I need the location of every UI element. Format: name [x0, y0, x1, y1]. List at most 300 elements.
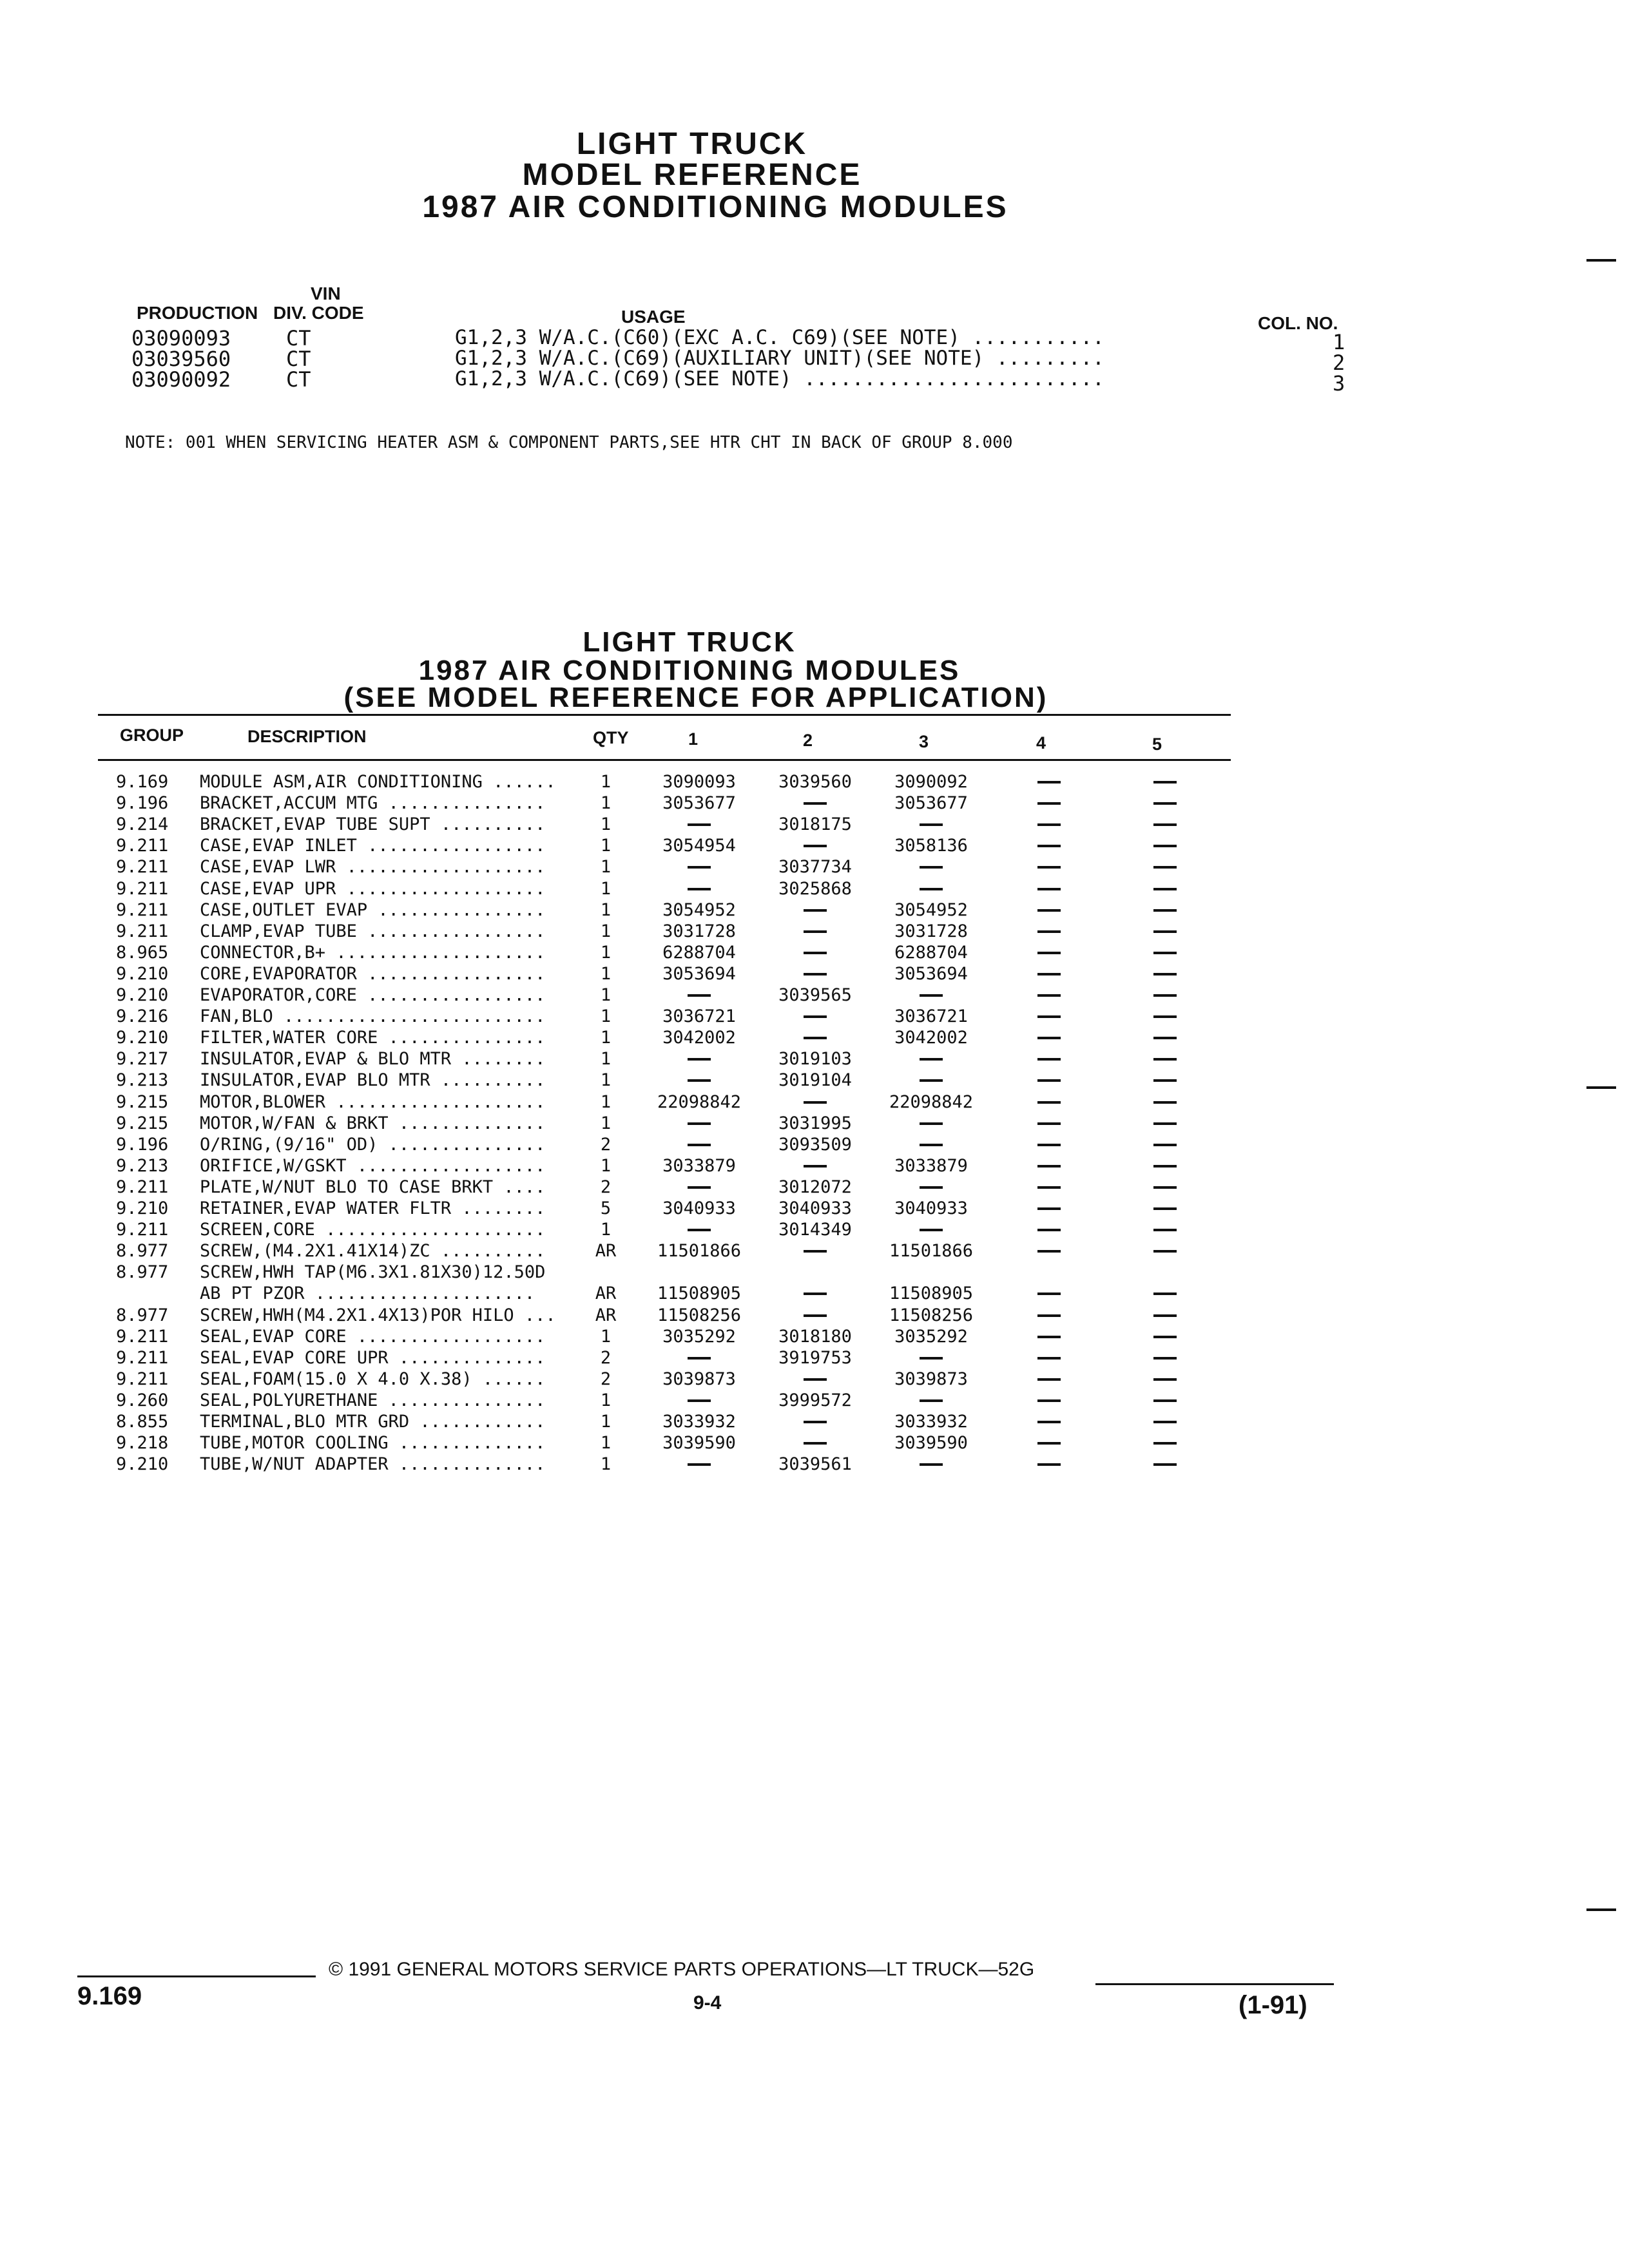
- description-cell: BRACKET,ACCUM MTG ...............: [200, 793, 546, 813]
- table-row: [0, 772, 1629, 793]
- part-number-c1: 11508905: [657, 1283, 742, 1303]
- not-applicable-dash: [1037, 1122, 1061, 1125]
- not-applicable-dash: [804, 1378, 827, 1381]
- description-cell: SCREW,HWH TAP(M6.3X1.81X30)12.50D: [200, 1262, 546, 1282]
- not-applicable-dash: [804, 930, 827, 933]
- not-applicable-dash: [1153, 1250, 1177, 1253]
- not-applicable-dash: [920, 994, 943, 997]
- part-number-c2: 3919753: [778, 1348, 852, 1368]
- description-cell: AB PT PZOR .....................: [200, 1283, 535, 1303]
- col-no-header: COL. NO.: [1258, 313, 1338, 333]
- not-applicable-dash: [804, 1314, 827, 1317]
- description-cell: RETAINER,EVAP WATER FLTR ........: [200, 1198, 546, 1218]
- note-text: NOTE: 001 WHEN SERVICING HEATER ASM & COMPONENT PARTS,SEE HTR CHT IN BACK OF GROUP 8.000: [125, 433, 1013, 452]
- qty-cell: 1: [600, 1412, 612, 1432]
- not-applicable-dash: [1153, 1207, 1177, 1210]
- not-applicable-dash: [804, 1015, 827, 1018]
- not-applicable-dash: [1153, 1229, 1177, 1231]
- not-applicable-dash: [1037, 973, 1061, 975]
- table-row: [0, 1113, 1629, 1135]
- qty-cell: 1: [600, 857, 612, 877]
- part-number-c2: 3018175: [778, 814, 852, 834]
- qty-cell: 1: [600, 1220, 612, 1240]
- not-applicable-dash: [804, 1421, 827, 1423]
- not-applicable-dash: [1153, 1421, 1177, 1423]
- table-row: [0, 900, 1629, 921]
- not-applicable-dash: [688, 1186, 711, 1189]
- not-applicable-dash: [1037, 1314, 1061, 1317]
- qty-cell: 1: [600, 772, 612, 792]
- not-applicable-dash: [1153, 781, 1177, 783]
- part-number-c1: 3033879: [662, 1156, 736, 1176]
- group-cell: 9.213: [116, 1156, 169, 1176]
- part-number-c2: 3031995: [778, 1113, 852, 1133]
- part-number-c2: 3025868: [778, 879, 852, 899]
- qty-cell: 5: [600, 1198, 612, 1218]
- part-number-c3: 3040933: [894, 1198, 968, 1218]
- part-number-c2: 3019104: [778, 1070, 852, 1090]
- part-number-c3: 11508256: [889, 1305, 974, 1325]
- group-cell: 9.196: [116, 1135, 169, 1155]
- title-rule: [98, 714, 1231, 716]
- qty-cell: AR: [595, 1305, 617, 1325]
- table-row: [0, 1049, 1629, 1070]
- usage-text: G1,2,3 W/A.C.(C69)(SEE NOTE) .........................: [455, 367, 1104, 390]
- qty-cell: AR: [595, 1283, 617, 1303]
- description-cell: MOTOR,BLOWER ....................: [200, 1092, 546, 1112]
- not-applicable-dash: [804, 1442, 827, 1445]
- table-row: [0, 1198, 1629, 1220]
- table-row: [0, 1369, 1629, 1390]
- table-row: [0, 1262, 1629, 1283]
- group-cell: 9.210: [116, 1198, 169, 1218]
- part-number-c1: 3054954: [662, 836, 736, 856]
- description-cell: INSULATOR,EVAP & BLO MTR ........: [200, 1049, 546, 1069]
- description-cell: SCREW,HWH(M4.2X1.4X13)POR HILO ...: [200, 1305, 556, 1325]
- group-cell: 9.211: [116, 1348, 169, 1368]
- qty-cell: AR: [595, 1241, 617, 1261]
- qty-cell: 1: [600, 1092, 612, 1112]
- not-applicable-dash: [804, 1037, 827, 1039]
- not-applicable-dash: [920, 1463, 943, 1466]
- not-applicable-dash: [1037, 1250, 1061, 1253]
- table-row: [0, 1283, 1629, 1305]
- not-applicable-dash: [1037, 823, 1061, 826]
- not-applicable-dash: [1153, 973, 1177, 975]
- table-row: [0, 857, 1629, 878]
- part-number-c1: 3040933: [662, 1198, 736, 1218]
- not-applicable-dash: [1037, 1207, 1061, 1210]
- not-applicable-dash: [688, 1058, 711, 1061]
- not-applicable-dash: [688, 866, 711, 869]
- div-code-header: DIV. CODE: [273, 303, 364, 323]
- group-cell: 8.977: [116, 1241, 169, 1261]
- part-number-c2: 3014349: [778, 1220, 852, 1240]
- part-number-c3: 3031728: [894, 921, 968, 941]
- group-cell: 9.211: [116, 879, 169, 899]
- part-number-c3: 11508905: [889, 1283, 974, 1303]
- col-number: 1: [1333, 330, 1345, 354]
- not-applicable-dash: [920, 1186, 943, 1189]
- part-number-c1: 11508256: [657, 1305, 742, 1325]
- col-number: 3: [1333, 371, 1345, 396]
- table-row: [0, 814, 1629, 836]
- part-number-c2: 3018180: [778, 1327, 852, 1347]
- group-cell: 9.210: [116, 985, 169, 1005]
- table-row: [0, 1241, 1629, 1262]
- table-row: [0, 836, 1629, 857]
- part-number-c2: 3039560: [778, 772, 852, 792]
- part-number-c1: 3042002: [662, 1028, 736, 1048]
- production-number: 03090093: [131, 326, 231, 351]
- part-number-c3: 6288704: [894, 943, 968, 963]
- group-cell: 8.977: [116, 1305, 169, 1325]
- part-number-c1: 3090093: [662, 772, 736, 792]
- table-row: [0, 1177, 1629, 1198]
- not-applicable-dash: [1153, 930, 1177, 933]
- qty-cell: 1: [600, 814, 612, 834]
- description-cell: CASE,EVAP UPR ...................: [200, 879, 546, 899]
- table-row: [0, 1327, 1629, 1348]
- part-number-c3: 22098842: [889, 1092, 974, 1112]
- table-row: [0, 1454, 1629, 1475]
- not-applicable-dash: [1037, 802, 1061, 805]
- not-applicable-dash: [1037, 952, 1061, 954]
- reference-title-line-3: 1987 AIR CONDITIONING MODULES: [422, 190, 1008, 224]
- not-applicable-dash: [1153, 1186, 1177, 1189]
- footer-group-number: 9.169: [77, 1982, 142, 2010]
- not-applicable-dash: [1153, 1293, 1177, 1295]
- description-cell: CASE,OUTLET EVAP ................: [200, 900, 546, 920]
- not-applicable-dash: [1153, 1015, 1177, 1018]
- not-applicable-dash: [1153, 1037, 1177, 1039]
- div-code: CT: [286, 347, 311, 371]
- qty-cell: 1: [600, 1113, 612, 1133]
- qty-cell: 2: [600, 1348, 612, 1368]
- table-row: [0, 1156, 1629, 1177]
- not-applicable-dash: [1037, 909, 1061, 912]
- not-applicable-dash: [1037, 1058, 1061, 1061]
- col-3-header: 3: [919, 732, 929, 751]
- qty-cell: 1: [600, 793, 612, 813]
- margin-mark: [1586, 259, 1616, 262]
- part-number-c1: 3054952: [662, 900, 736, 920]
- not-applicable-dash: [920, 1122, 943, 1125]
- group-cell: 9.211: [116, 1220, 169, 1240]
- not-applicable-dash: [1037, 866, 1061, 869]
- part-number-c1: 3053694: [662, 964, 736, 984]
- production-number: 03039560: [131, 347, 231, 371]
- not-applicable-dash: [920, 1399, 943, 1402]
- qty-cell: 1: [600, 1327, 612, 1347]
- not-applicable-dash: [1037, 1293, 1061, 1295]
- not-applicable-dash: [1153, 1336, 1177, 1338]
- part-number-c2: 3012072: [778, 1177, 852, 1197]
- not-applicable-dash: [1037, 994, 1061, 997]
- not-applicable-dash: [1037, 1144, 1061, 1146]
- group-cell: 9.214: [116, 814, 169, 834]
- description-cell: CONNECTOR,B+ ....................: [200, 943, 546, 963]
- qty-cell: 1: [600, 1156, 612, 1176]
- part-number-c3: 3090092: [894, 772, 968, 792]
- qty-cell: 1: [600, 836, 612, 856]
- col-number: 2: [1333, 351, 1345, 375]
- description-cell: FILTER,WATER CORE ...............: [200, 1028, 546, 1048]
- description-cell: SEAL,POLYURETHANE ...............: [200, 1390, 546, 1410]
- description-cell: BRACKET,EVAP TUBE SUPT ..........: [200, 814, 546, 834]
- col-2-header: 2: [803, 731, 813, 750]
- description-cell: CASE,EVAP LWR ...................: [200, 857, 546, 877]
- description-cell: O/RING,(9/16" OD) ...............: [200, 1135, 546, 1155]
- description-cell: MOTOR,W/FAN & BRKT ..............: [200, 1113, 546, 1133]
- part-number-c3: 3054952: [894, 900, 968, 920]
- part-number-c1: 3036721: [662, 1006, 736, 1026]
- col-5-header: 5: [1152, 735, 1162, 754]
- not-applicable-dash: [1037, 1186, 1061, 1189]
- not-applicable-dash: [1153, 823, 1177, 826]
- reference-title-line-2: MODEL REFERENCE: [522, 158, 862, 192]
- not-applicable-dash: [1153, 1314, 1177, 1317]
- parts-title-line-3: (SEE MODEL REFERENCE FOR APPLICATION): [343, 682, 1048, 713]
- not-applicable-dash: [688, 1229, 711, 1231]
- group-cell: 9.215: [116, 1113, 169, 1133]
- not-applicable-dash: [920, 1079, 943, 1082]
- footer-rule-left: [77, 1975, 316, 1977]
- qty-cell: 2: [600, 1135, 612, 1155]
- description-cell: CLAMP,EVAP TUBE .................: [200, 921, 546, 941]
- not-applicable-dash: [688, 1079, 711, 1082]
- production-number: 03090092: [131, 367, 231, 392]
- not-applicable-dash: [688, 1357, 711, 1360]
- margin-mark: [1586, 1908, 1616, 1911]
- description-cell: SCREEN,CORE .....................: [200, 1220, 546, 1240]
- description-cell: CORE,EVAPORATOR .................: [200, 964, 546, 984]
- part-number-c1: 3039590: [662, 1433, 736, 1453]
- part-number-c1: 6288704: [662, 943, 736, 963]
- group-cell: 8.855: [116, 1412, 169, 1432]
- group-cell: 9.217: [116, 1049, 169, 1069]
- not-applicable-dash: [1037, 1037, 1061, 1039]
- part-number-c3: 3033932: [894, 1412, 968, 1432]
- description-cell: SCREW,(M4.2X1.41X14)ZC ..........: [200, 1241, 546, 1261]
- qty-cell: 1: [600, 921, 612, 941]
- not-applicable-dash: [1153, 909, 1177, 912]
- parts-title-line-1: LIGHT TRUCK: [583, 626, 796, 658]
- part-number-c2: 3040933: [778, 1198, 852, 1218]
- footer-copyright: © 1991 GENERAL MOTORS SERVICE PARTS OPERATIONS—LT TRUCK—52G: [329, 1959, 1035, 1980]
- group-cell: 9.210: [116, 964, 169, 984]
- group-cell: 9.218: [116, 1433, 169, 1453]
- description-cell: INSULATOR,EVAP BLO MTR ..........: [200, 1070, 546, 1090]
- col-1-header: 1: [688, 729, 699, 749]
- qty-cell: 1: [600, 879, 612, 899]
- part-number-c1: 11501866: [657, 1241, 742, 1261]
- part-number-c3: 3042002: [894, 1028, 968, 1048]
- group-cell: 9.216: [116, 1006, 169, 1026]
- not-applicable-dash: [688, 994, 711, 997]
- not-applicable-dash: [1037, 1101, 1061, 1104]
- not-applicable-dash: [1037, 1336, 1061, 1338]
- table-row: [0, 1412, 1629, 1433]
- group-cell: 9.260: [116, 1390, 169, 1410]
- not-applicable-dash: [1153, 1165, 1177, 1168]
- div-code: CT: [286, 326, 311, 351]
- description-cell: PLATE,W/NUT BLO TO CASE BRKT ....: [200, 1177, 546, 1197]
- table-row: [0, 1135, 1629, 1156]
- group-cell: 9.211: [116, 857, 169, 877]
- description-cell: TUBE,W/NUT ADAPTER ..............: [200, 1454, 546, 1474]
- part-number-c1: 22098842: [657, 1092, 742, 1112]
- not-applicable-dash: [920, 866, 943, 869]
- table-row: [0, 1070, 1629, 1091]
- qty-cell: 1: [600, 943, 612, 963]
- part-number-c2: 3039565: [778, 985, 852, 1005]
- not-applicable-dash: [1037, 1378, 1061, 1381]
- not-applicable-dash: [1037, 1165, 1061, 1168]
- description-cell: SEAL,EVAP CORE ..................: [200, 1327, 546, 1347]
- table-row: [0, 921, 1629, 943]
- part-number-c2: 3093509: [778, 1135, 852, 1155]
- group-cell: 9.211: [116, 1369, 169, 1389]
- not-applicable-dash: [1037, 1399, 1061, 1402]
- not-applicable-dash: [1153, 866, 1177, 869]
- not-applicable-dash: [1153, 1079, 1177, 1082]
- not-applicable-dash: [1153, 994, 1177, 997]
- table-row: [0, 1305, 1629, 1327]
- parts-title-line-2: 1987 AIR CONDITIONING MODULES: [418, 655, 961, 686]
- table-row: [0, 1006, 1629, 1028]
- qty-cell: 2: [600, 1177, 612, 1197]
- qty-cell: 1: [600, 1433, 612, 1453]
- description-header: DESCRIPTION: [247, 727, 367, 746]
- not-applicable-dash: [1153, 1357, 1177, 1360]
- qty-cell: 1: [600, 1006, 612, 1026]
- qty-cell: 1: [600, 1390, 612, 1410]
- reference-title-line-1: LIGHT TRUCK: [576, 127, 808, 161]
- table-row: [0, 793, 1629, 814]
- qty-cell: 1: [600, 1049, 612, 1069]
- table-row: [0, 879, 1629, 900]
- not-applicable-dash: [804, 909, 827, 912]
- not-applicable-dash: [1037, 1015, 1061, 1018]
- group-cell: 9.211: [116, 836, 169, 856]
- part-number-c1: 3035292: [662, 1327, 736, 1347]
- not-applicable-dash: [1153, 1378, 1177, 1381]
- not-applicable-dash: [688, 1399, 711, 1402]
- not-applicable-dash: [1037, 1421, 1061, 1423]
- footer-date-code: (1-91): [1239, 1991, 1307, 2019]
- not-applicable-dash: [804, 845, 827, 847]
- part-number-c1: 3053677: [662, 793, 736, 813]
- not-applicable-dash: [920, 888, 943, 890]
- table-row: [0, 1092, 1629, 1113]
- div-code: CT: [286, 367, 311, 392]
- qty-cell: 2: [600, 1369, 612, 1389]
- not-applicable-dash: [1153, 802, 1177, 805]
- not-applicable-dash: [688, 1122, 711, 1125]
- qty-header: QTY: [593, 728, 629, 747]
- not-applicable-dash: [1153, 1058, 1177, 1061]
- not-applicable-dash: [804, 973, 827, 975]
- margin-mark: [1586, 1086, 1616, 1089]
- not-applicable-dash: [688, 888, 711, 890]
- qty-cell: 1: [600, 964, 612, 984]
- part-number-c3: 3053694: [894, 964, 968, 984]
- not-applicable-dash: [1153, 1144, 1177, 1146]
- part-number-c2: 3019103: [778, 1049, 852, 1069]
- not-applicable-dash: [1037, 1357, 1061, 1360]
- qty-cell: 1: [600, 900, 612, 920]
- table-row: [0, 1433, 1629, 1454]
- not-applicable-dash: [804, 802, 827, 805]
- not-applicable-dash: [1037, 888, 1061, 890]
- group-cell: 9.210: [116, 1028, 169, 1048]
- vin-header: VIN: [311, 284, 341, 303]
- part-number-c2: 3037734: [778, 857, 852, 877]
- not-applicable-dash: [688, 823, 711, 826]
- not-applicable-dash: [1037, 930, 1061, 933]
- part-number-c3: 3036721: [894, 1006, 968, 1026]
- description-cell: TUBE,MOTOR COOLING ..............: [200, 1433, 546, 1453]
- not-applicable-dash: [920, 1229, 943, 1231]
- description-cell: SEAL,EVAP CORE UPR ..............: [200, 1348, 546, 1368]
- qty-cell: 1: [600, 985, 612, 1005]
- description-cell: MODULE ASM,AIR CONDITIONING ......: [200, 772, 556, 792]
- part-number-c2: 3039561: [778, 1454, 852, 1474]
- part-number-c3: 3039590: [894, 1433, 968, 1453]
- not-applicable-dash: [804, 1293, 827, 1295]
- footer-rule-right: [1095, 1983, 1334, 1985]
- part-number-c1: 3039873: [662, 1369, 736, 1389]
- not-applicable-dash: [1153, 845, 1177, 847]
- description-cell: FAN,BLO .........................: [200, 1006, 546, 1026]
- part-number-c1: 3031728: [662, 921, 736, 941]
- description-cell: EVAPORATOR,CORE .................: [200, 985, 546, 1005]
- part-number-c1: 3033932: [662, 1412, 736, 1432]
- not-applicable-dash: [1153, 1101, 1177, 1104]
- description-cell: ORIFICE,W/GSKT ..................: [200, 1156, 546, 1176]
- not-applicable-dash: [1037, 1442, 1061, 1445]
- not-applicable-dash: [1153, 1442, 1177, 1445]
- part-number-c3: 3058136: [894, 836, 968, 856]
- group-cell: 9.211: [116, 1327, 169, 1347]
- table-row: [0, 1390, 1629, 1412]
- group-cell: 8.965: [116, 943, 169, 963]
- table-row: [0, 1348, 1629, 1369]
- group-cell: 9.211: [116, 900, 169, 920]
- table-row: [0, 985, 1629, 1006]
- description-cell: SEAL,FOAM(15.0 X 4.0 X.38) ......: [200, 1369, 546, 1389]
- table-row: [0, 943, 1629, 964]
- qty-cell: 1: [600, 1028, 612, 1048]
- group-cell: 9.213: [116, 1070, 169, 1090]
- group-cell: 9.215: [116, 1092, 169, 1112]
- qty-cell: 1: [600, 1454, 612, 1474]
- production-header: PRODUCTION: [137, 303, 258, 323]
- part-number-c2: 3999572: [778, 1390, 852, 1410]
- table-row: [0, 1028, 1629, 1049]
- header-rule: [98, 759, 1231, 761]
- part-number-c3: 11501866: [889, 1241, 974, 1261]
- not-applicable-dash: [1037, 1229, 1061, 1231]
- not-applicable-dash: [1153, 1463, 1177, 1466]
- not-applicable-dash: [1153, 1399, 1177, 1402]
- not-applicable-dash: [804, 1165, 827, 1168]
- not-applicable-dash: [1153, 1122, 1177, 1125]
- table-row: [0, 1220, 1629, 1241]
- group-cell: 9.169: [116, 772, 169, 792]
- description-cell: TERMINAL,BLO MTR GRD ............: [200, 1412, 546, 1432]
